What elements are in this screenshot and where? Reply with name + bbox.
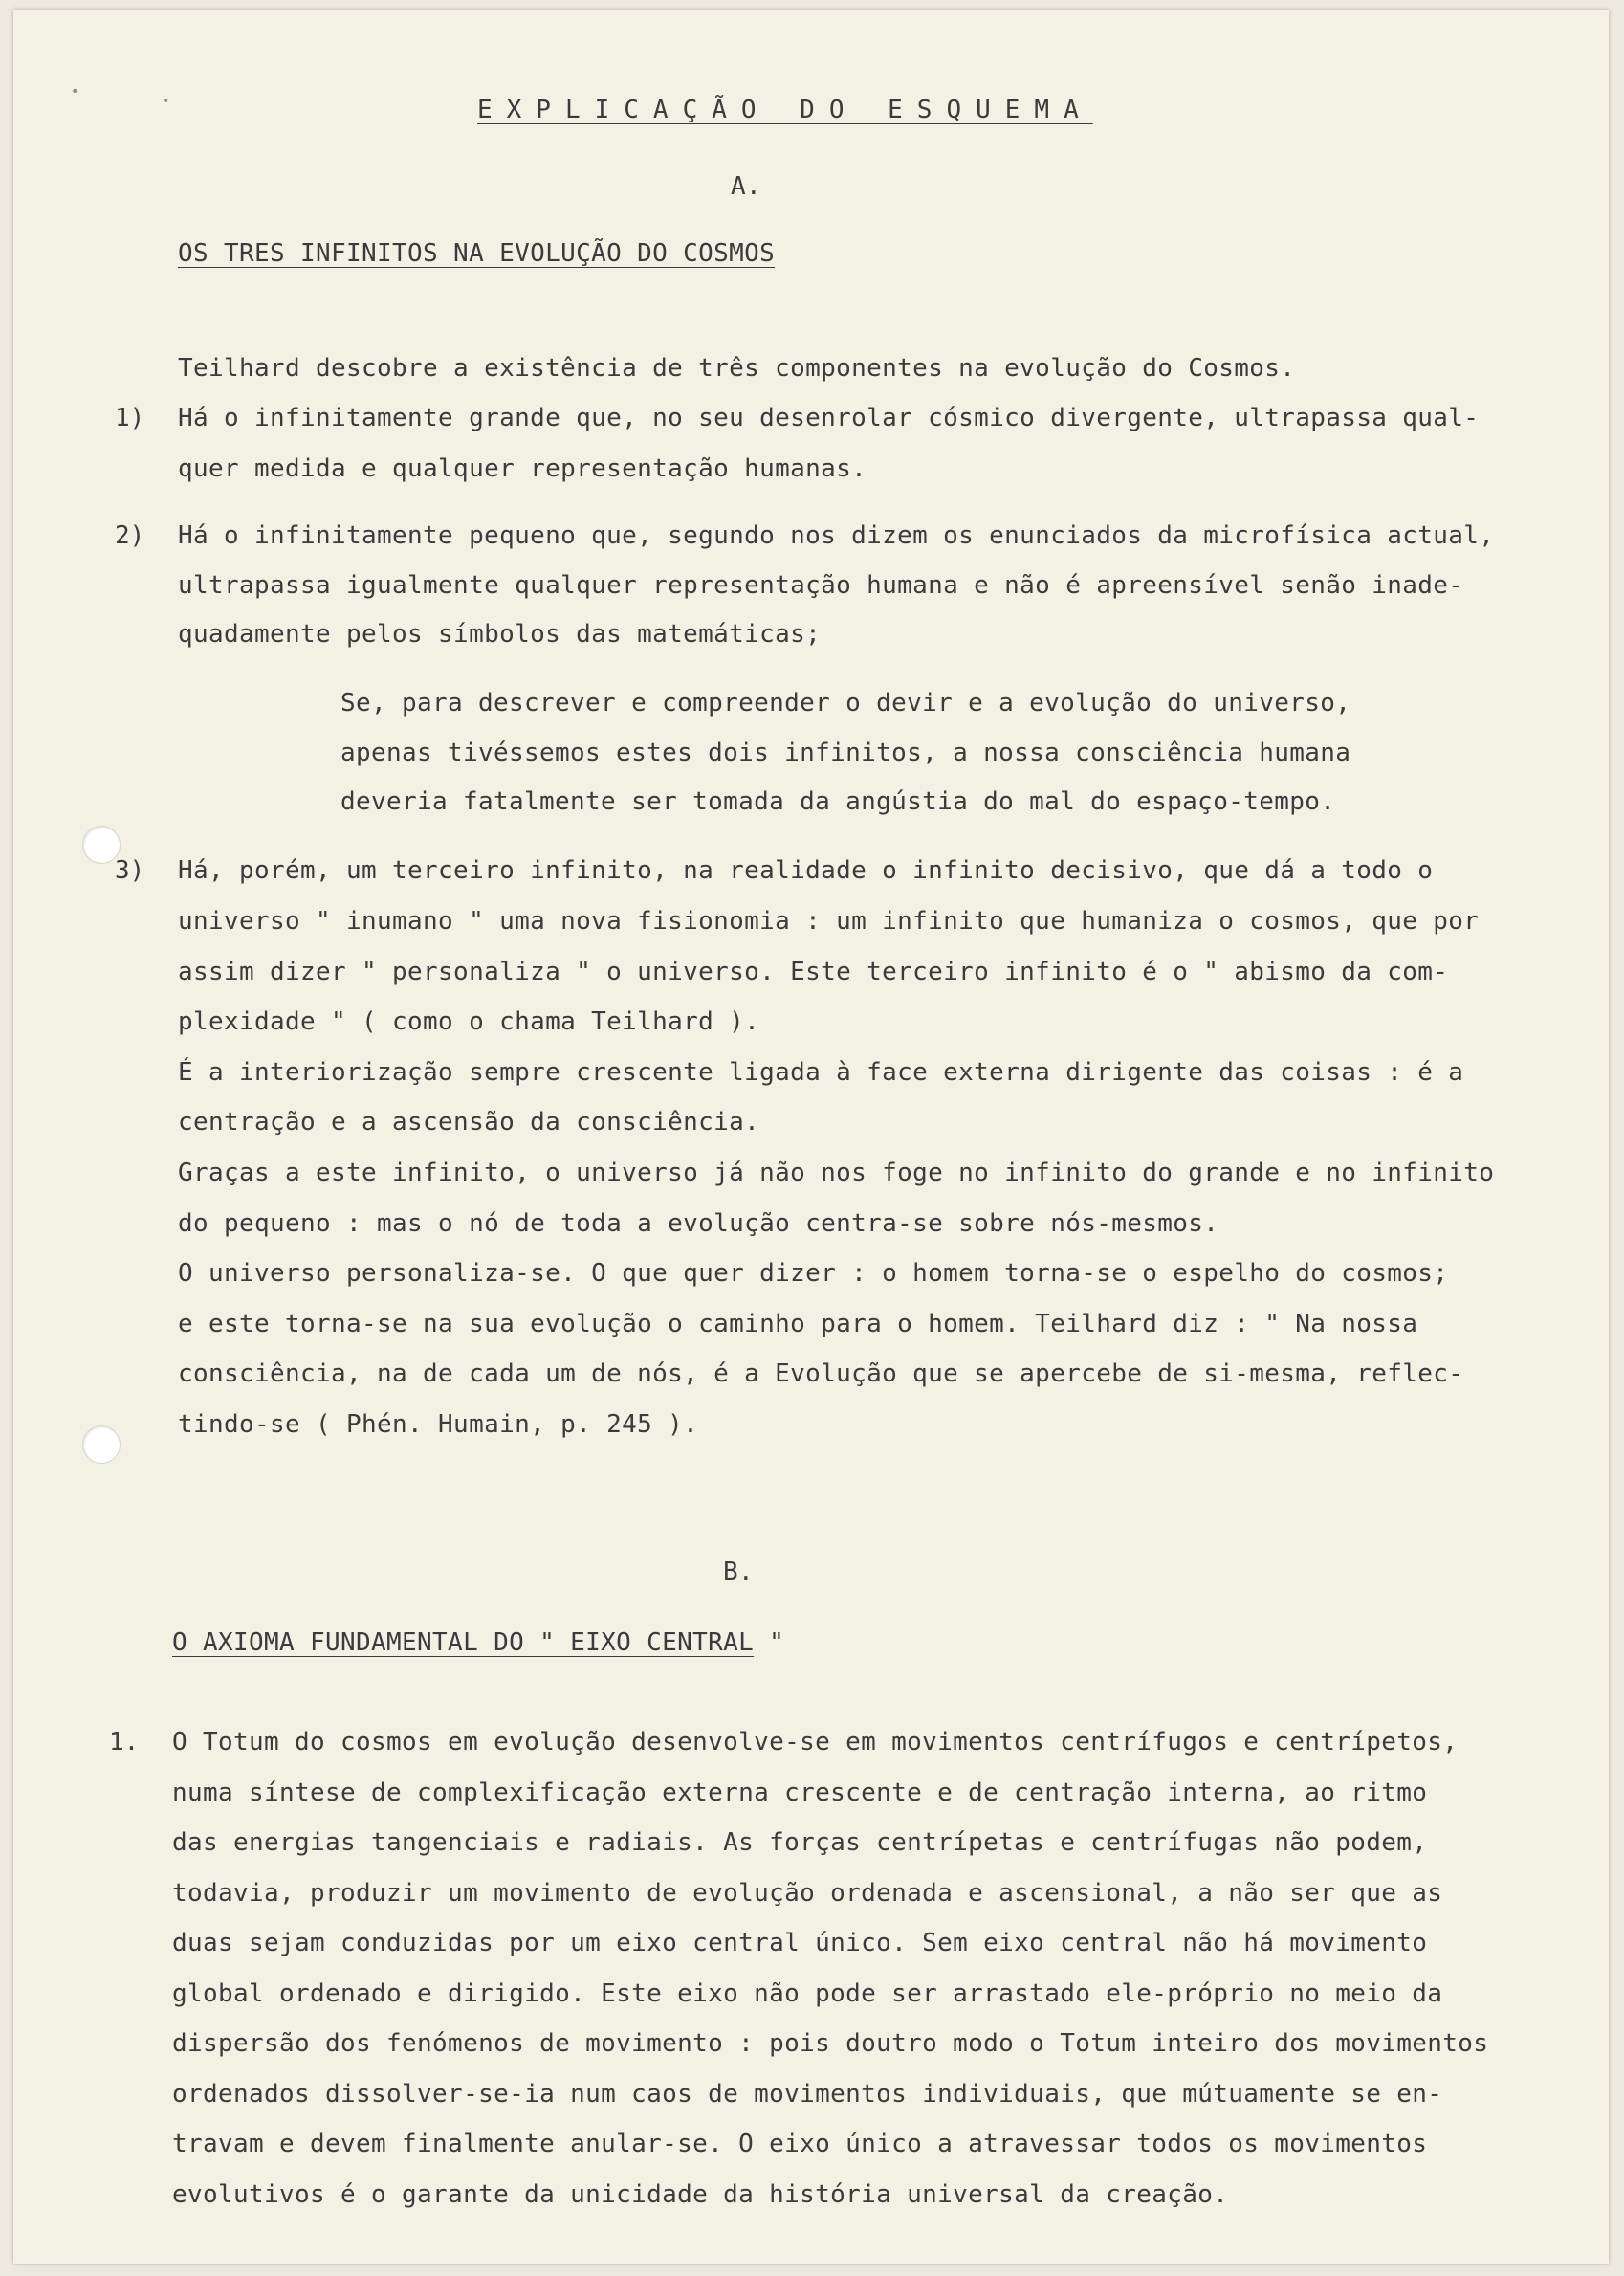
- b-item-1-line: todavia, produzir um movimento de evolução ordenada e ascensional, a não ser que as: [172, 1879, 1443, 1908]
- item-3-line: assim dizer " personaliza " o universo. Este terceiro infinito é o " abismo da com-: [178, 958, 1449, 986]
- section-b-letter: B.: [723, 1558, 755, 1586]
- section-a-heading: OS TRES INFINITOS NA EVOLUÇÃO DO COSMOS: [178, 239, 776, 268]
- item-3-line: É a interiorização sempre crescente ligada à face externa dirigente das coisas : é a: [178, 1058, 1464, 1087]
- item-2-line: Há o infinitamente pequeno que, segundo nos dizem os enunciados da microfísica actual,: [178, 521, 1495, 550]
- item-3-line: Graças a este infinito, o universo já não nos foge no infinito do grande e no infinito: [178, 1159, 1495, 1187]
- item-3-line: tindo-se ( Phén. Humain, p. 245 ).: [178, 1410, 699, 1439]
- indented-line: Se, para descrever e compreender o devir e a evolução do universo,: [340, 689, 1351, 718]
- indented-line: apenas tivéssemos estes dois infinitos, a nossa consciência humana: [340, 739, 1351, 767]
- item-3-line: Há, porém, um terceiro infinito, na realidade o infinito decisivo, que dá a todo o: [178, 856, 1434, 885]
- paper-speck: •: [162, 94, 170, 109]
- document-page: [13, 10, 1609, 2264]
- item-3-line: do pequeno : mas o nó de toda a evolução centra-se sobre nós-mesmos.: [178, 1209, 1219, 1238]
- paper-speck: •: [71, 84, 79, 99]
- item-3-line: plexidade " ( como o chama Teilhard ).: [178, 1007, 760, 1036]
- item-2-line: quadamente pelos símbolos das matemáticas;: [178, 620, 822, 649]
- item-1-line: quer medida e qualquer representação humanas.: [178, 454, 867, 483]
- section-b-heading-tail: ": [769, 1628, 785, 1657]
- item-3-line: centração e a ascensão da consciência.: [178, 1108, 760, 1137]
- b-item-1-line: duas sejam conduzidas por um eixo central único. Sem eixo central não há movimento: [172, 1929, 1428, 1957]
- b-item-1-line: global ordenado e dirigido. Este eixo não pode ser arrastado ele-próprio no meio da: [172, 1979, 1443, 2008]
- b-item-1-line: evolutivos é o garante da unicidade da história universal da creação.: [172, 2180, 1229, 2209]
- b-item-1-number: 1.: [109, 1728, 140, 1757]
- item-3-line: universo " inumano " uma nova fisionomia : um infinito que humaniza o cosmos, que por: [178, 907, 1480, 936]
- item-3-line: e este torna-se na sua evolução o caminho para o homem. Teilhard diz : " Na nossa: [178, 1310, 1418, 1338]
- b-item-1-line: das energias tangenciais e radiais. As forças centrípetas e centrífugas não podem,: [172, 1828, 1428, 1857]
- item-1-number: 1): [115, 404, 145, 432]
- item-3-line: O universo personaliza-se. O que quer dizer : o homem torna-se o espelho do cosmos;: [178, 1259, 1449, 1288]
- section-a-letter: A.: [731, 172, 762, 201]
- b-item-1-line: ordenados dissolver-se-ia num caos de movimentos individuais, que mútuamente se en-: [172, 2080, 1443, 2109]
- item-2-number: 2): [115, 521, 145, 550]
- item-1-line: Há o infinitamente grande que, no seu desenrolar cósmico divergente, ultrapassa qual-: [178, 404, 1480, 432]
- section-a-intro: Teilhard descobre a existência de três componentes na evolução do Cosmos.: [178, 354, 1296, 383]
- b-item-1-line: O Totum do cosmos em evolução desenvolve-se em movimentos centrífugos e centrípetos,: [172, 1728, 1459, 1757]
- b-item-1-line: numa síntese de complexificação externa crescente e de centração interna, ao ritmo: [172, 1779, 1428, 1807]
- item-3-number: 3): [115, 856, 145, 885]
- item-3-line: consciência, na de cada um de nós, é a Evolução que se apercebe de si-mesma, reflec-: [178, 1359, 1464, 1388]
- section-b-heading: O AXIOMA FUNDAMENTAL DO " EIXO CENTRAL: [172, 1628, 755, 1657]
- document-title: EXPLICAÇÃO DO ESQUEMA: [477, 96, 1093, 124]
- section-b-heading-wrap: [172, 1628, 784, 1657]
- indented-line: deveria fatalmente ser tomada da angústia do mal do espaço-tempo.: [340, 787, 1336, 816]
- item-2-line: ultrapassa igualmente qualquer representação humana e não é apreensível senão inade-: [178, 571, 1464, 600]
- punch-hole-bottom: [82, 1425, 121, 1464]
- b-item-1-line: dispersão dos fenómenos de movimento : pois doutro modo o Totum inteiro dos movimentos: [172, 2029, 1489, 2058]
- b-item-1-line: travam e devem finalmente anular-se. O eixo único a atravessar todos os movimentos: [172, 2130, 1428, 2158]
